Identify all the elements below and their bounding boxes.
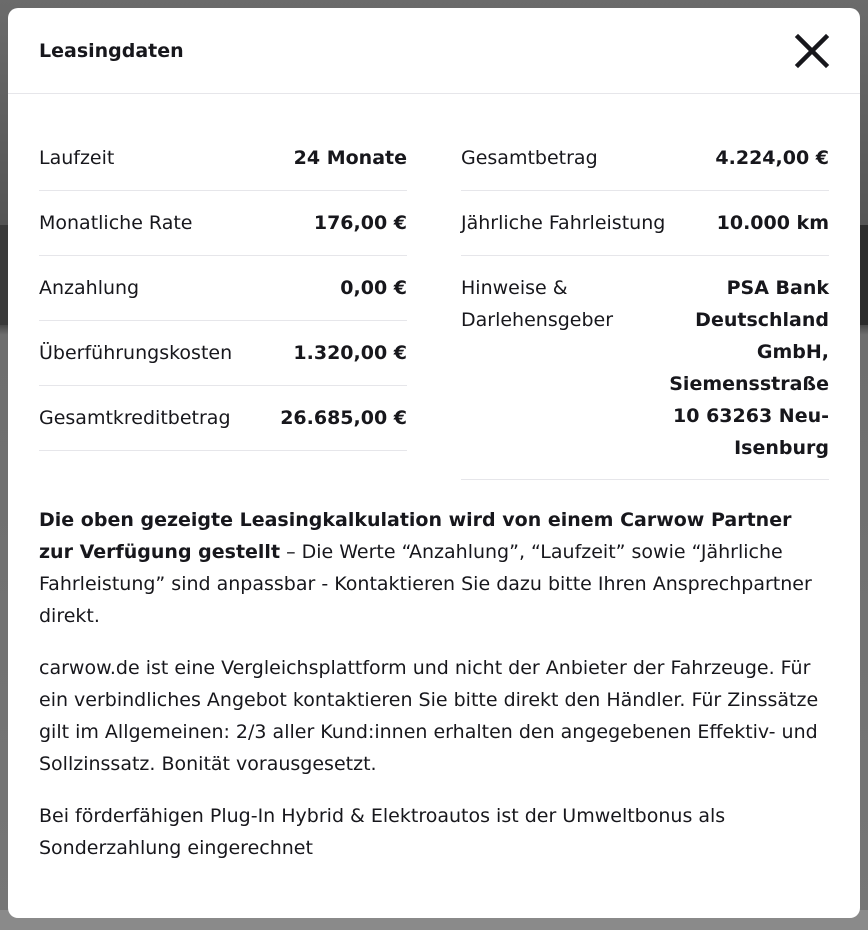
dialog-header <box>8 8 860 94</box>
row-value: 10.000 km <box>716 212 829 234</box>
dialog-body <box>8 94 860 864</box>
close-button[interactable] <box>793 32 831 70</box>
close-icon <box>793 32 831 70</box>
row-value: PSA Bank Deutschland GmbH, Siemensstraße 10 63263 Neu-Isenburg <box>669 277 829 459</box>
disclaimer-highlight: Die oben gezeigte Leasingkalkulation wird von einem Carwow Partner zur Verfügung gestellt <box>39 509 792 563</box>
row-value: 1.320,00 € <box>293 342 407 364</box>
leasing-column-left <box>39 126 407 480</box>
row-label: Hinweise & Darlehensgeber <box>461 277 614 331</box>
leasing-details-dialog <box>8 8 860 918</box>
row-label: Gesamtbetrag <box>461 147 598 169</box>
leasing-row-jaehrliche-fahrleistung <box>461 191 829 256</box>
leasing-disclaimer <box>39 504 829 864</box>
row-label: Monatliche Rate <box>39 212 193 234</box>
row-label: Überführungskosten <box>39 342 233 364</box>
row-value: 0,00 € <box>340 277 407 299</box>
row-label: Gesamtkreditbetrag <box>39 407 231 429</box>
leasing-row-gesamtbetrag <box>461 126 829 191</box>
row-value: 176,00 € <box>313 212 407 234</box>
disclaimer-text: – Die Werte “Anzahlung”, “Laufzeit” sowie “Jährliche Fahrleistung” sind anpassbar - Kontaktieren Sie dazu bitte Ihren Ansprechpartner direkt. <box>39 541 812 627</box>
row-label: Laufzeit <box>39 147 115 169</box>
leasing-row-monatliche-rate <box>39 191 407 256</box>
disclaimer-paragraph <box>39 504 829 632</box>
leasing-row-gesamtkreditbetrag <box>39 386 407 451</box>
leasing-row-darlehensgeber <box>461 256 829 480</box>
leasing-row-ueberfuehrungskosten <box>39 321 407 386</box>
row-label: Anzahlung <box>39 277 140 299</box>
dialog-title: Leasingdaten <box>39 39 184 62</box>
leasing-column-right <box>461 126 829 480</box>
disclaimer-paragraph: Bei förderfähigen Plug-In Hybrid & Elektroautos ist der Umweltbonus als Sonderzahlung eingerechnet <box>39 805 726 859</box>
disclaimer-paragraph: carwow.de ist eine Vergleichsplattform und nicht der Anbieter der Fahrzeuge. Für ein verbindliches Angebot kontaktieren Sie bitte direkt den Händler. Für Zinssätze gilt im Allgemeinen: 2/3 aller Kund:innen erhalten den angegebenen Effektiv- und Sollzinssatz. Bonität vorausgesetzt. <box>39 657 819 775</box>
row-value: 4.224,00 € <box>715 147 829 169</box>
leasing-row-anzahlung <box>39 256 407 321</box>
row-value: 26.685,00 € <box>280 407 407 429</box>
row-value: 24 Monate <box>293 147 407 169</box>
leasing-row-laufzeit <box>39 126 407 191</box>
leasing-data-grid <box>39 126 829 480</box>
row-label: Jährliche Fahrleistung <box>461 212 666 234</box>
